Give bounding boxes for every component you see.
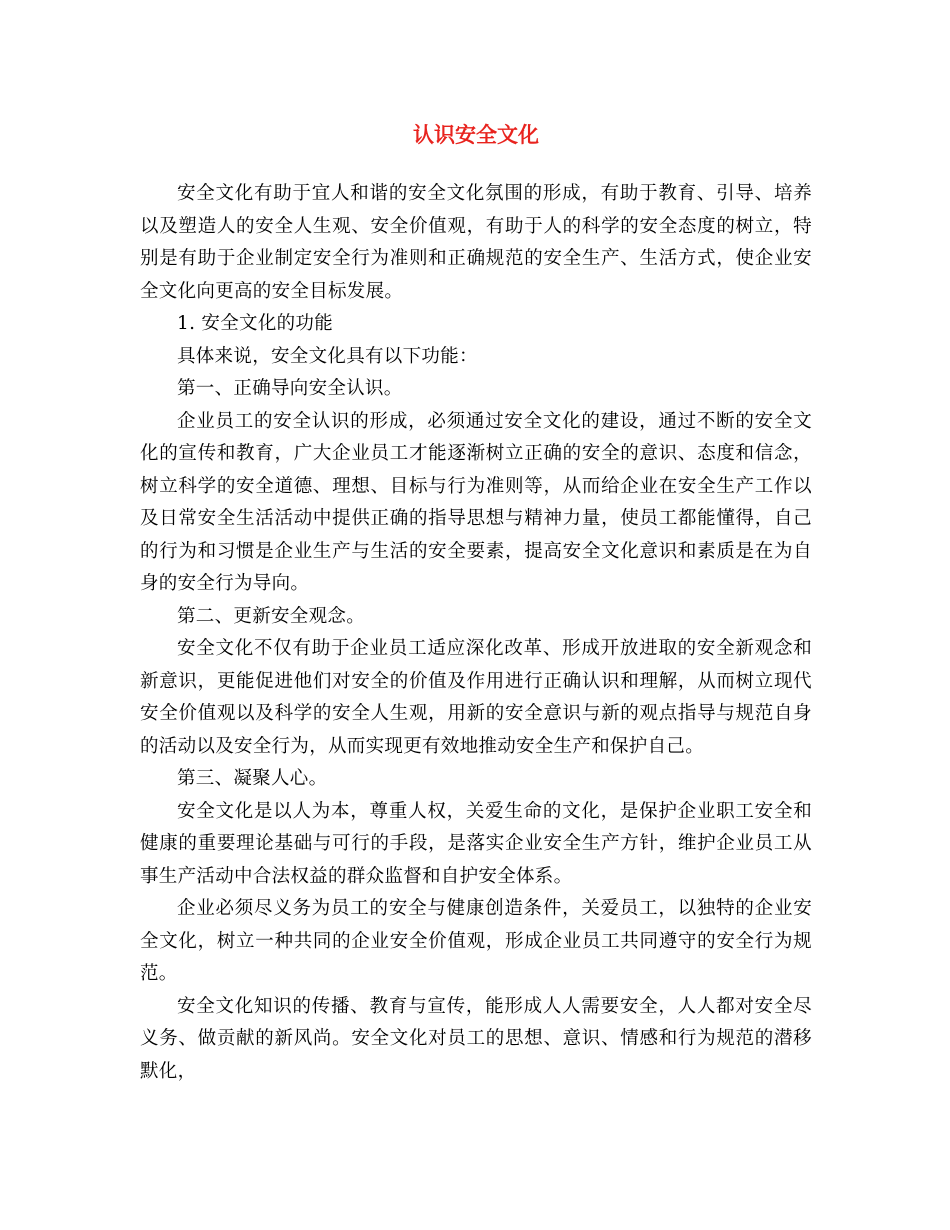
section-heading-functions: 1. 安全文化的功能 (177, 313, 334, 334)
point-heading-2: 第二、更新安全观念。 (177, 605, 366, 627)
paragraph-point-1: 企业员工的安全认识的形成，必须通过安全文化的建设，通过不断的安全文化的宣传和教育，广大企业员工才能逐渐树立正确的安全的意识、态度和信念，树立科学的安全道德、理想、目标与行为准则等，从而给企业在安全生产工作以及日常安全生活活动中提供正确的指导思想与精神力量，使员工都能懂得，自己的行为和习惯是企业生产与生活的安全要素，提高安全文化意识和素质是在为自身的安全行为导向。 (140, 410, 812, 594)
paragraph-point-3b: 企业必须尽义务为员工的安全与健康创造条件，关爱员工，以独特的企业安全文化，树立一种共同的企业安全价值观，形成企业员工共同遵守的安全行为规范。 (140, 898, 812, 984)
document-title: 认识安全文化 (413, 122, 539, 147)
document-page (140, 118, 812, 1088)
paragraph-functions-lead: 具体来说，安全文化具有以下功能： (177, 345, 478, 367)
point-heading-3: 第三、凝聚人心。 (177, 768, 328, 789)
point-heading-1: 第一、正确导向安全认识。 (177, 378, 403, 399)
paragraph-point-3a: 安全文化是以人为本，尊重人权，关爱生命的文化，是保护企业职工安全和健康的重要理论基础与可行的手段，是落实企业安全生产方针，维护企业员工从事生产活动中合法权益的群众监督和自护安全体系。 (140, 800, 812, 887)
paragraph-point-3c: 安全文化知识的传播、教育与宣传，能形成人人需要安全，人人都对安全尽义务、做贡献的新风尚。安全文化对员工的思想、意识、情感和行为规范的潜移默化， (140, 995, 812, 1082)
paragraph-point-2: 安全文化不仅有助于企业员工适应深化改革、形成开放进取的安全新观念和新意识，更能促进他们对安全的价值及作用进行正确认识和理解，从而树立现代安全价值观以及科学的安全人生观，用新的安全意识与新的观点指导与规范自身的活动以及安全行为，从而实现更有效地推动安全生产和保护自己。 (140, 638, 812, 757)
paragraph-intro: 安全文化有助于宜人和谐的安全文化氛围的形成，有助于教育、引导、培养以及塑造人的安全人生观、安全价值观，有助于人的科学的安全态度的树立，特别是有助于企业制定安全行为准则和正确规范的安全生产、生活方式，使企业安全文化向更高的安全目标发展。 (140, 183, 812, 302)
